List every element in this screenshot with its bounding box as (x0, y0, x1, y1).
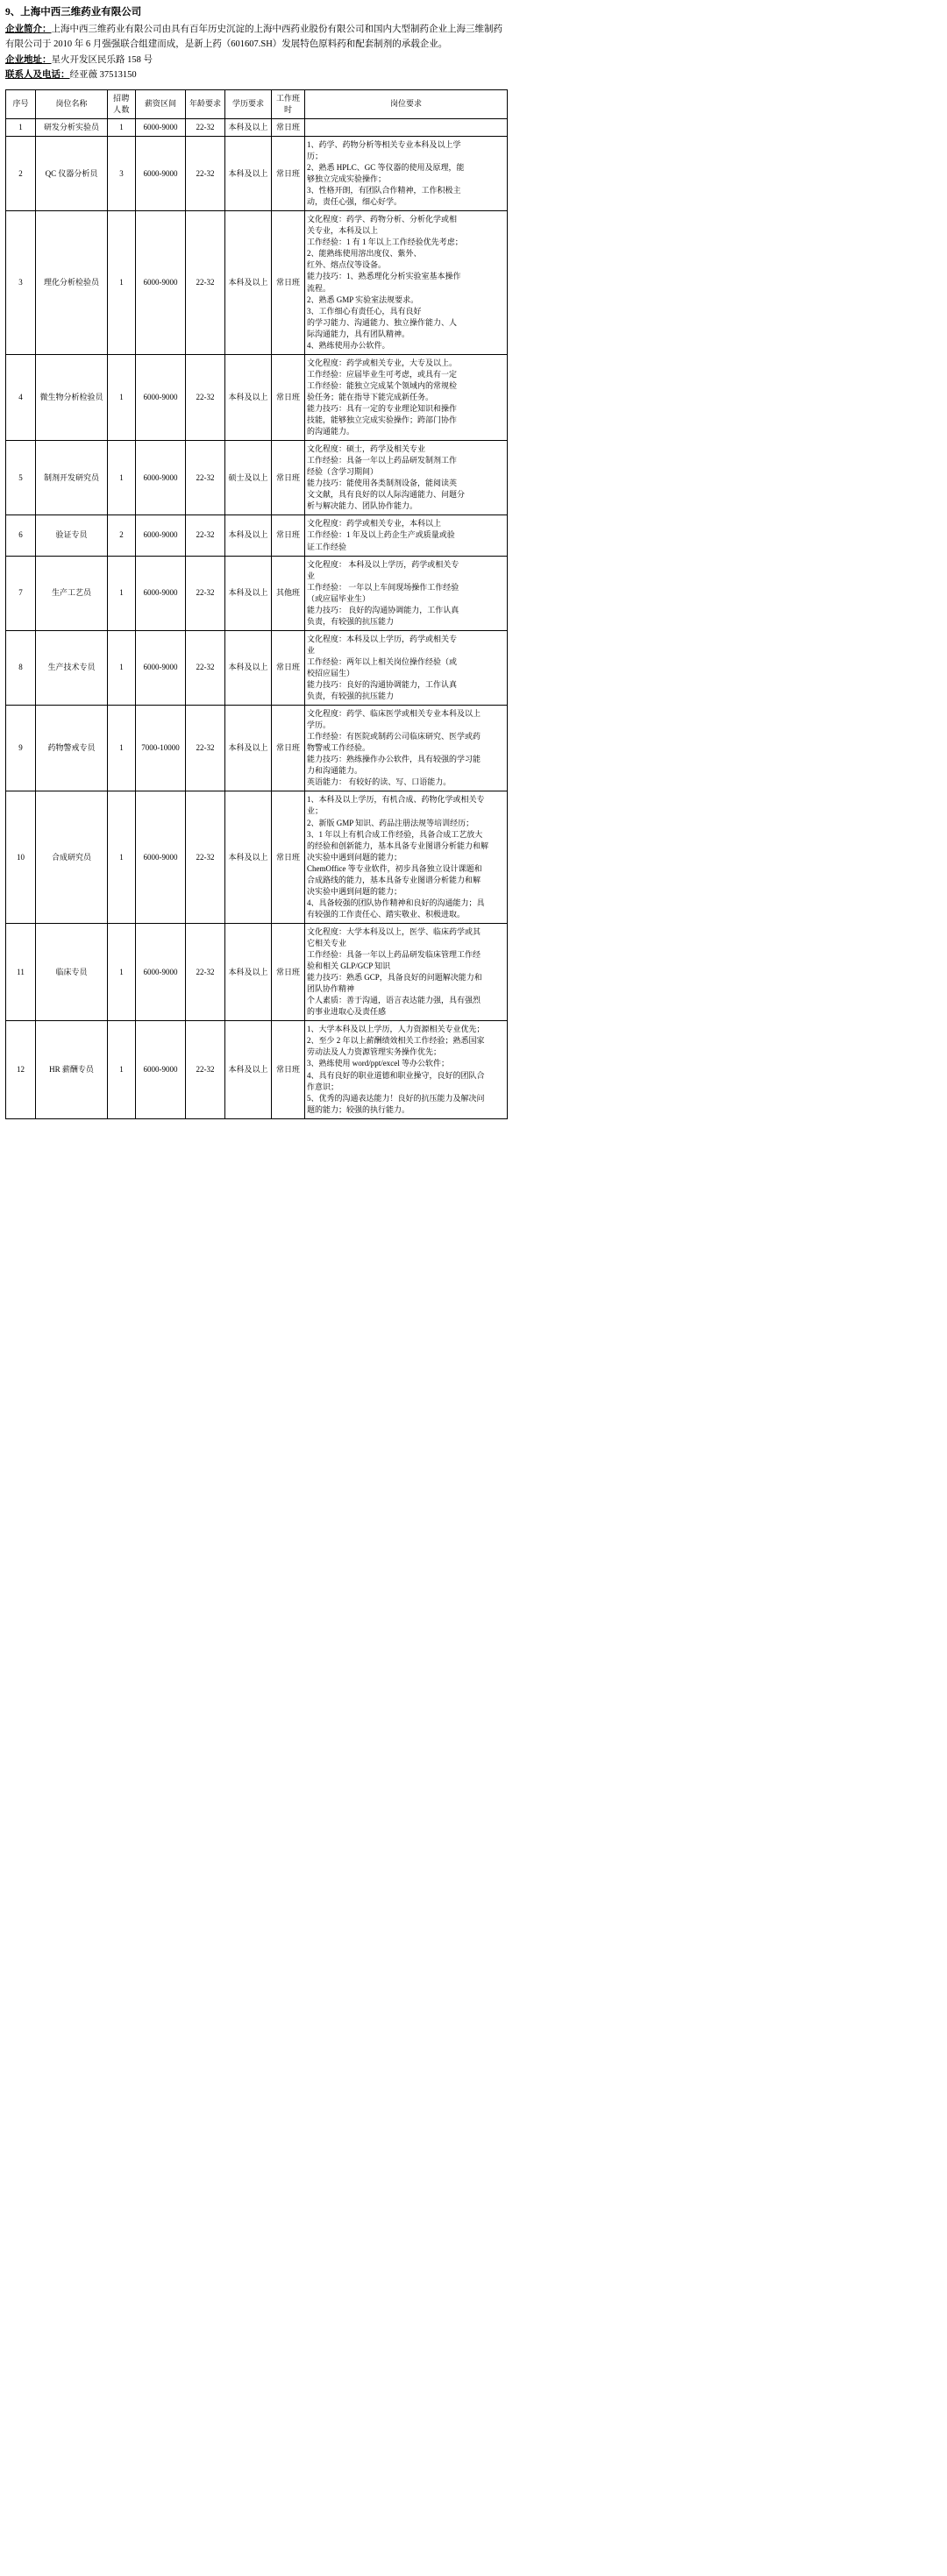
job-requirement-line: 关专业，本科及以上 (307, 226, 379, 236)
company-contact-value: 经亚薇 37513150 (69, 69, 137, 80)
job-requirement-line: 物警戒工作经验。 (307, 743, 371, 753)
job-requirement-line: （或应届毕业生） (307, 593, 371, 603)
job-requirement-line: 校招应届生） (307, 668, 355, 678)
job-shift: 常日班 (272, 354, 305, 440)
job-salary-range: 7000-10000 (136, 706, 186, 791)
job-education: 本科及以上 (225, 923, 272, 1020)
table-row (6, 136, 508, 210)
job-requirement-line: 个人素质：善于沟通，语言表达能力强，具有强烈 (307, 996, 481, 1005)
job-headcount: 1 (108, 791, 136, 924)
job-education: 本科及以上 (225, 211, 272, 355)
job-requirement-line: 负责，有较强的抗压能力 (307, 692, 395, 701)
job-requirement-line: 题的能力；较强的执行能力。 (307, 1104, 410, 1114)
job-requirement-line: 工作经验：1 年及以上药企生产或质量或验 (307, 530, 455, 540)
job-title: 理化分析检验员 (36, 211, 108, 355)
column-header-education: 学历要求 (225, 89, 272, 118)
job-title: HR 薪酬专员 (36, 1021, 108, 1118)
page-title (5, 5, 505, 21)
job-index: 11 (6, 923, 36, 1020)
job-salary-range: 6000-9000 (136, 515, 186, 556)
company-contact (5, 67, 505, 82)
job-requirement-line: 能力技巧：良好的沟通协调能力，工作认真 (307, 680, 458, 690)
job-headcount: 1 (108, 556, 136, 630)
job-title: 合成研究员 (36, 791, 108, 924)
job-headcount: 3 (108, 136, 136, 210)
job-education: 本科及以上 (225, 136, 272, 210)
job-index: 5 (6, 441, 36, 515)
job-requirement-line: 2、至少 2 年以上薪酬绩效相关工作经验；熟悉国家 (307, 1036, 485, 1046)
job-requirement-line: 合成路线的能力，基本具备专业图谱分析能力和解 (307, 875, 481, 884)
job-requirement-line: 证工作经验 (307, 542, 347, 551)
job-age-range: 22-32 (186, 136, 225, 210)
job-headcount: 1 (108, 354, 136, 440)
job-requirement-line: 力和沟通能力。 (307, 766, 363, 776)
job-requirement-line: ChemOffice 等专业软件，初步具备独立设计课题和 (307, 863, 482, 873)
job-headcount: 1 (108, 923, 136, 1020)
table-row (6, 630, 508, 705)
company-address-label: 企业地址： (5, 54, 52, 65)
job-requirement-line: 工作经验：能独立完成某个领域内的常规检 (307, 380, 458, 390)
table-row (6, 923, 508, 1020)
table-header-row (6, 89, 508, 118)
table-row (6, 441, 508, 515)
job-listing-table (5, 89, 508, 1119)
job-requirement-line: 3、性格开朗，有团队合作精神，工作积极主 (307, 186, 461, 195)
job-requirements (305, 1021, 508, 1118)
job-index: 8 (6, 630, 36, 705)
job-title: 研发分析实验员 (36, 118, 108, 136)
job-requirement-line: 够独立完成实验操作； (307, 174, 387, 184)
job-index: 12 (6, 1021, 36, 1118)
job-age-range: 22-32 (186, 1021, 225, 1118)
job-title: 制剂开发研究员 (36, 441, 108, 515)
job-shift: 常日班 (272, 441, 305, 515)
company-contact-label: 联系人及电话： (5, 69, 70, 80)
job-requirement-line: 3、工作细心有责任心，具有良好 (307, 306, 422, 316)
job-requirement-line: 文化程度：药学或相关专业，大专及以上。 (307, 358, 458, 367)
job-index: 6 (6, 515, 36, 556)
job-requirement-line: 能力技巧：具有一定的专业理论知识和操作 (307, 403, 458, 413)
job-requirement-line: 学历。 (307, 720, 331, 730)
job-education: 本科及以上 (225, 791, 272, 924)
job-title: 微生物分析检验员 (36, 354, 108, 440)
job-requirement-line: 2、熟悉 GMP 实验室法规要求。 (307, 295, 419, 304)
job-requirement-line: 文化程度：本科及以上学历，药学或相关专 (307, 634, 458, 643)
table-row (6, 556, 508, 630)
job-education: 本科及以上 (225, 630, 272, 705)
job-shift: 常日班 (272, 1021, 305, 1118)
job-requirements (305, 211, 508, 355)
job-requirement-line: 1、药学、药物分析等相关专业本科及以上学 (307, 139, 461, 149)
job-title: 生产技术专员 (36, 630, 108, 705)
job-requirement-line: 业； (307, 806, 324, 816)
job-headcount: 1 (108, 706, 136, 791)
job-requirement-line: 的经验和创新能力，基本具备专业图谱分析能力和解 (307, 841, 489, 850)
job-requirement-line: 负责，有较强的抗压能力 (307, 616, 395, 626)
job-requirement-line: 验和相关 GLP/GCP 知识 (307, 962, 391, 971)
job-requirements (305, 136, 508, 210)
job-requirement-line: 流程。 (307, 283, 331, 293)
job-requirements (305, 706, 508, 791)
job-requirement-line: 文化程度：药学、药物分析、分析化学或相 (307, 215, 458, 224)
job-requirement-line: 文化程度： 本科及以上学历，药学或相关专 (307, 559, 459, 569)
job-age-range: 22-32 (186, 118, 225, 136)
job-salary-range: 6000-9000 (136, 923, 186, 1020)
column-header-requirements: 岗位要求 (305, 89, 508, 118)
job-title: QC 仪器分析员 (36, 136, 108, 210)
job-requirements (305, 354, 508, 440)
job-requirement-line: 文化程度：大学本科及以上，医学、临床药学或其 (307, 926, 481, 936)
job-shift: 常日班 (272, 515, 305, 556)
job-requirements (305, 556, 508, 630)
job-requirement-line: 工作经验：具备一年以上药品研发临床管理工作经 (307, 950, 481, 960)
job-title: 生产工艺员 (36, 556, 108, 630)
job-requirement-line: 红外、熔点仪等设备。 (307, 260, 387, 270)
job-education: 本科及以上 (225, 354, 272, 440)
job-salary-range: 6000-9000 (136, 211, 186, 355)
job-requirement-line: 1、本科及以上学历，有机合成、药物化学或相关专 (307, 795, 485, 805)
company-address-value: 星火开发区民乐路 158 号 (51, 54, 153, 65)
job-age-range: 22-32 (186, 441, 225, 515)
job-requirement-line: 1、大学本科及以上学历，人力资源相关专业优先； (307, 1025, 485, 1034)
job-requirement-line: 工作经验：1 有 1 年以上工作经验优先考虑； (307, 238, 463, 247)
job-shift: 常日班 (272, 706, 305, 791)
job-index: 7 (6, 556, 36, 630)
job-age-range: 22-32 (186, 556, 225, 630)
table-header (6, 89, 508, 118)
job-requirement-line: 4、具有良好的职业道德和职业操守，良好的团队合 (307, 1070, 485, 1080)
job-requirement-line: 4、具备较强的团队协作精神和良好的沟通能力；具 (307, 898, 485, 907)
company-intro-label: 企业简介： (5, 24, 52, 34)
job-requirement-line: 的学习能力、沟通能力、独立操作能力、人 (307, 317, 458, 327)
job-requirement-line: 4、熟练使用办公软件。 (307, 340, 390, 350)
table-row (6, 515, 508, 556)
company-intro (5, 22, 505, 52)
job-age-range: 22-32 (186, 211, 225, 355)
job-requirements (305, 791, 508, 924)
job-shift: 常日班 (272, 630, 305, 705)
job-shift: 常日班 (272, 211, 305, 355)
job-shift: 其他班 (272, 556, 305, 630)
table-row (6, 211, 508, 355)
job-requirement-line: 5、优秀的沟通表达能力！良好的抗压能力及解决问 (307, 1093, 485, 1103)
table-body (6, 118, 508, 1118)
job-index: 2 (6, 136, 36, 210)
column-header-shift: 工作班时 (272, 89, 305, 118)
job-salary-range: 6000-9000 (136, 556, 186, 630)
job-requirement-line: 2、新版 GMP 知识、药品注册法规等培训经历； (307, 818, 474, 827)
job-index: 1 (6, 118, 36, 136)
job-requirement-line: 工作经验： 一年以上车间现场操作工作经验 (307, 582, 459, 592)
job-shift: 常日班 (272, 791, 305, 924)
job-salary-range: 6000-9000 (136, 136, 186, 210)
job-requirement-line: 文文献，具有良好的以人际沟通能力、问题分 (307, 490, 466, 500)
job-headcount: 1 (108, 118, 136, 136)
job-headcount: 1 (108, 211, 136, 355)
job-age-range: 22-32 (186, 791, 225, 924)
job-requirement-line: 决实验中遇到问题的能力； (307, 852, 402, 862)
job-salary-range: 6000-9000 (136, 354, 186, 440)
job-requirement-line: 技能，能够独立完成实验操作；跨部门协作 (307, 415, 458, 425)
job-age-range: 22-32 (186, 515, 225, 556)
job-education: 本科及以上 (225, 515, 272, 556)
job-age-range: 22-32 (186, 923, 225, 1020)
job-requirement-line: 析与解决能力、团队协作能力。 (307, 501, 418, 511)
job-index: 9 (6, 706, 36, 791)
job-headcount: 1 (108, 630, 136, 705)
job-requirement-line: 工作经验：应届毕业生可考虑，或具有一定 (307, 369, 458, 379)
job-requirement-line: 业 (307, 571, 316, 580)
job-education: 本科及以上 (225, 118, 272, 136)
job-requirements (305, 515, 508, 556)
job-requirement-line: 能力技巧：1、熟悉理化分析实验室基本操作 (307, 272, 461, 281)
column-header-count: 招聘人数 (108, 89, 136, 118)
job-age-range: 22-32 (186, 630, 225, 705)
job-salary-range: 6000-9000 (136, 630, 186, 705)
job-requirement-line: 文化程度：药学、临床医学或相关专业本科及以上 (307, 709, 481, 719)
job-requirement-line: 作意识； (307, 1082, 339, 1091)
job-title: 临床专员 (36, 923, 108, 1020)
job-requirement-line: 工作经验：两年以上相关岗位操作经验（或 (307, 656, 458, 666)
company-address (5, 53, 505, 67)
job-education: 本科及以上 (225, 1021, 272, 1118)
job-requirement-line: 能力技巧：熟练操作办公软件，具有较强的学习能 (307, 755, 481, 764)
job-salary-range: 6000-9000 (136, 118, 186, 136)
job-requirement-line: 英语能力： 有较好的读、写、口语能力。 (307, 777, 452, 787)
job-shift: 常日班 (272, 923, 305, 1020)
job-salary-range: 6000-9000 (136, 791, 186, 924)
company-title-text: 9、上海中西三维药业有限公司 (5, 7, 142, 18)
job-title: 验证专员 (36, 515, 108, 556)
company-intro-text: 上海中西三维药业有限公司由具有百年历史沉淀的上海中西药业股份有限公司和国内大型制药企业上海三维制药有限公司于 2010 年 6 月强强联合组建而成，是新上药（601607.SH）发展特色原料药和配套制剂的承载企业。 (5, 24, 502, 49)
job-requirements (305, 441, 508, 515)
job-requirement-line: 的沟通能力。 (307, 427, 355, 436)
job-requirements (305, 923, 508, 1020)
recruitment-page (0, 0, 509, 1128)
job-education: 硕士及以上 (225, 441, 272, 515)
job-headcount: 1 (108, 441, 136, 515)
column-header-age: 年龄要求 (186, 89, 225, 118)
job-requirement-line: 文化程度：药学或相关专业，本科以上 (307, 519, 442, 529)
table-row (6, 791, 508, 924)
job-requirement-line: 动，责任心强，细心好学。 (307, 197, 402, 207)
column-header-title: 岗位名称 (36, 89, 108, 118)
job-requirement-line: 团队协作精神 (307, 984, 355, 994)
job-headcount: 1 (108, 1021, 136, 1118)
table-row (6, 706, 508, 791)
table-row (6, 118, 508, 136)
job-index: 10 (6, 791, 36, 924)
job-shift: 常日班 (272, 136, 305, 210)
job-education: 本科及以上 (225, 556, 272, 630)
table-row (6, 1021, 508, 1118)
job-requirement-line: 决实验中遇到问题的能力； (307, 886, 402, 896)
job-requirement-line: 业 (307, 645, 316, 655)
job-requirement-line: 的事业进取心及责任感 (307, 1007, 387, 1017)
job-requirement-line: 工作经验：具备一年以上药品研发制剂工作 (307, 456, 458, 465)
job-salary-range: 6000-9000 (136, 441, 186, 515)
job-requirement-line: 3、熟练使用 word/ppt/excel 等办公软件； (307, 1059, 449, 1068)
job-requirements (305, 630, 508, 705)
job-requirement-line: 它相关专业 (307, 939, 347, 947)
job-requirement-line: 经验（含学习期间） (307, 467, 379, 477)
job-requirement-line: 劳动法及人力资源管理实务操作优先； (307, 1047, 442, 1057)
job-requirement-line: 能力技巧：能使用各类制剂设备，能阅读英 (307, 479, 458, 488)
column-header-salary: 薪资区间 (136, 89, 186, 118)
job-requirement-line: 验任务；能在指导下能完成新任务。 (307, 392, 434, 401)
table-row (6, 354, 508, 440)
job-headcount: 2 (108, 515, 136, 556)
job-requirements (305, 118, 508, 136)
job-shift: 常日班 (272, 118, 305, 136)
job-salary-range: 6000-9000 (136, 1021, 186, 1118)
job-education: 本科及以上 (225, 706, 272, 791)
job-requirement-line: 能力技巧：熟悉 GCP，具备良好的问题解决能力和 (307, 973, 482, 983)
job-requirement-line: 2、熟悉 HPLC、GC 等仪器的使用及原理，能 (307, 163, 465, 173)
job-title: 药物警戒专员 (36, 706, 108, 791)
job-requirement-line: 历； (307, 152, 324, 160)
job-requirement-line: 有较强的工作责任心、踏实敬业、积极进取。 (307, 909, 466, 919)
job-index: 4 (6, 354, 36, 440)
column-header-index: 序号 (6, 89, 36, 118)
job-age-range: 22-32 (186, 354, 225, 440)
job-age-range: 22-32 (186, 706, 225, 791)
job-requirement-line: 3、1 年以上有机合成工作经验，具备合成工艺放大 (307, 829, 483, 839)
job-requirement-line: 能力技巧： 良好的沟通协调能力，工作认真 (307, 605, 459, 614)
job-requirement-line: 际沟通能力，具有团队精神。 (307, 329, 410, 338)
job-requirement-line: 工作经验：有医院或制药公司临床研究、医学或药 (307, 732, 481, 742)
job-index: 3 (6, 211, 36, 355)
job-requirement-line: 2、能熟练使用溶出度仪、紫外、 (307, 249, 422, 259)
job-requirement-line: 文化程度：硕士，药学及相关专业 (307, 444, 426, 454)
